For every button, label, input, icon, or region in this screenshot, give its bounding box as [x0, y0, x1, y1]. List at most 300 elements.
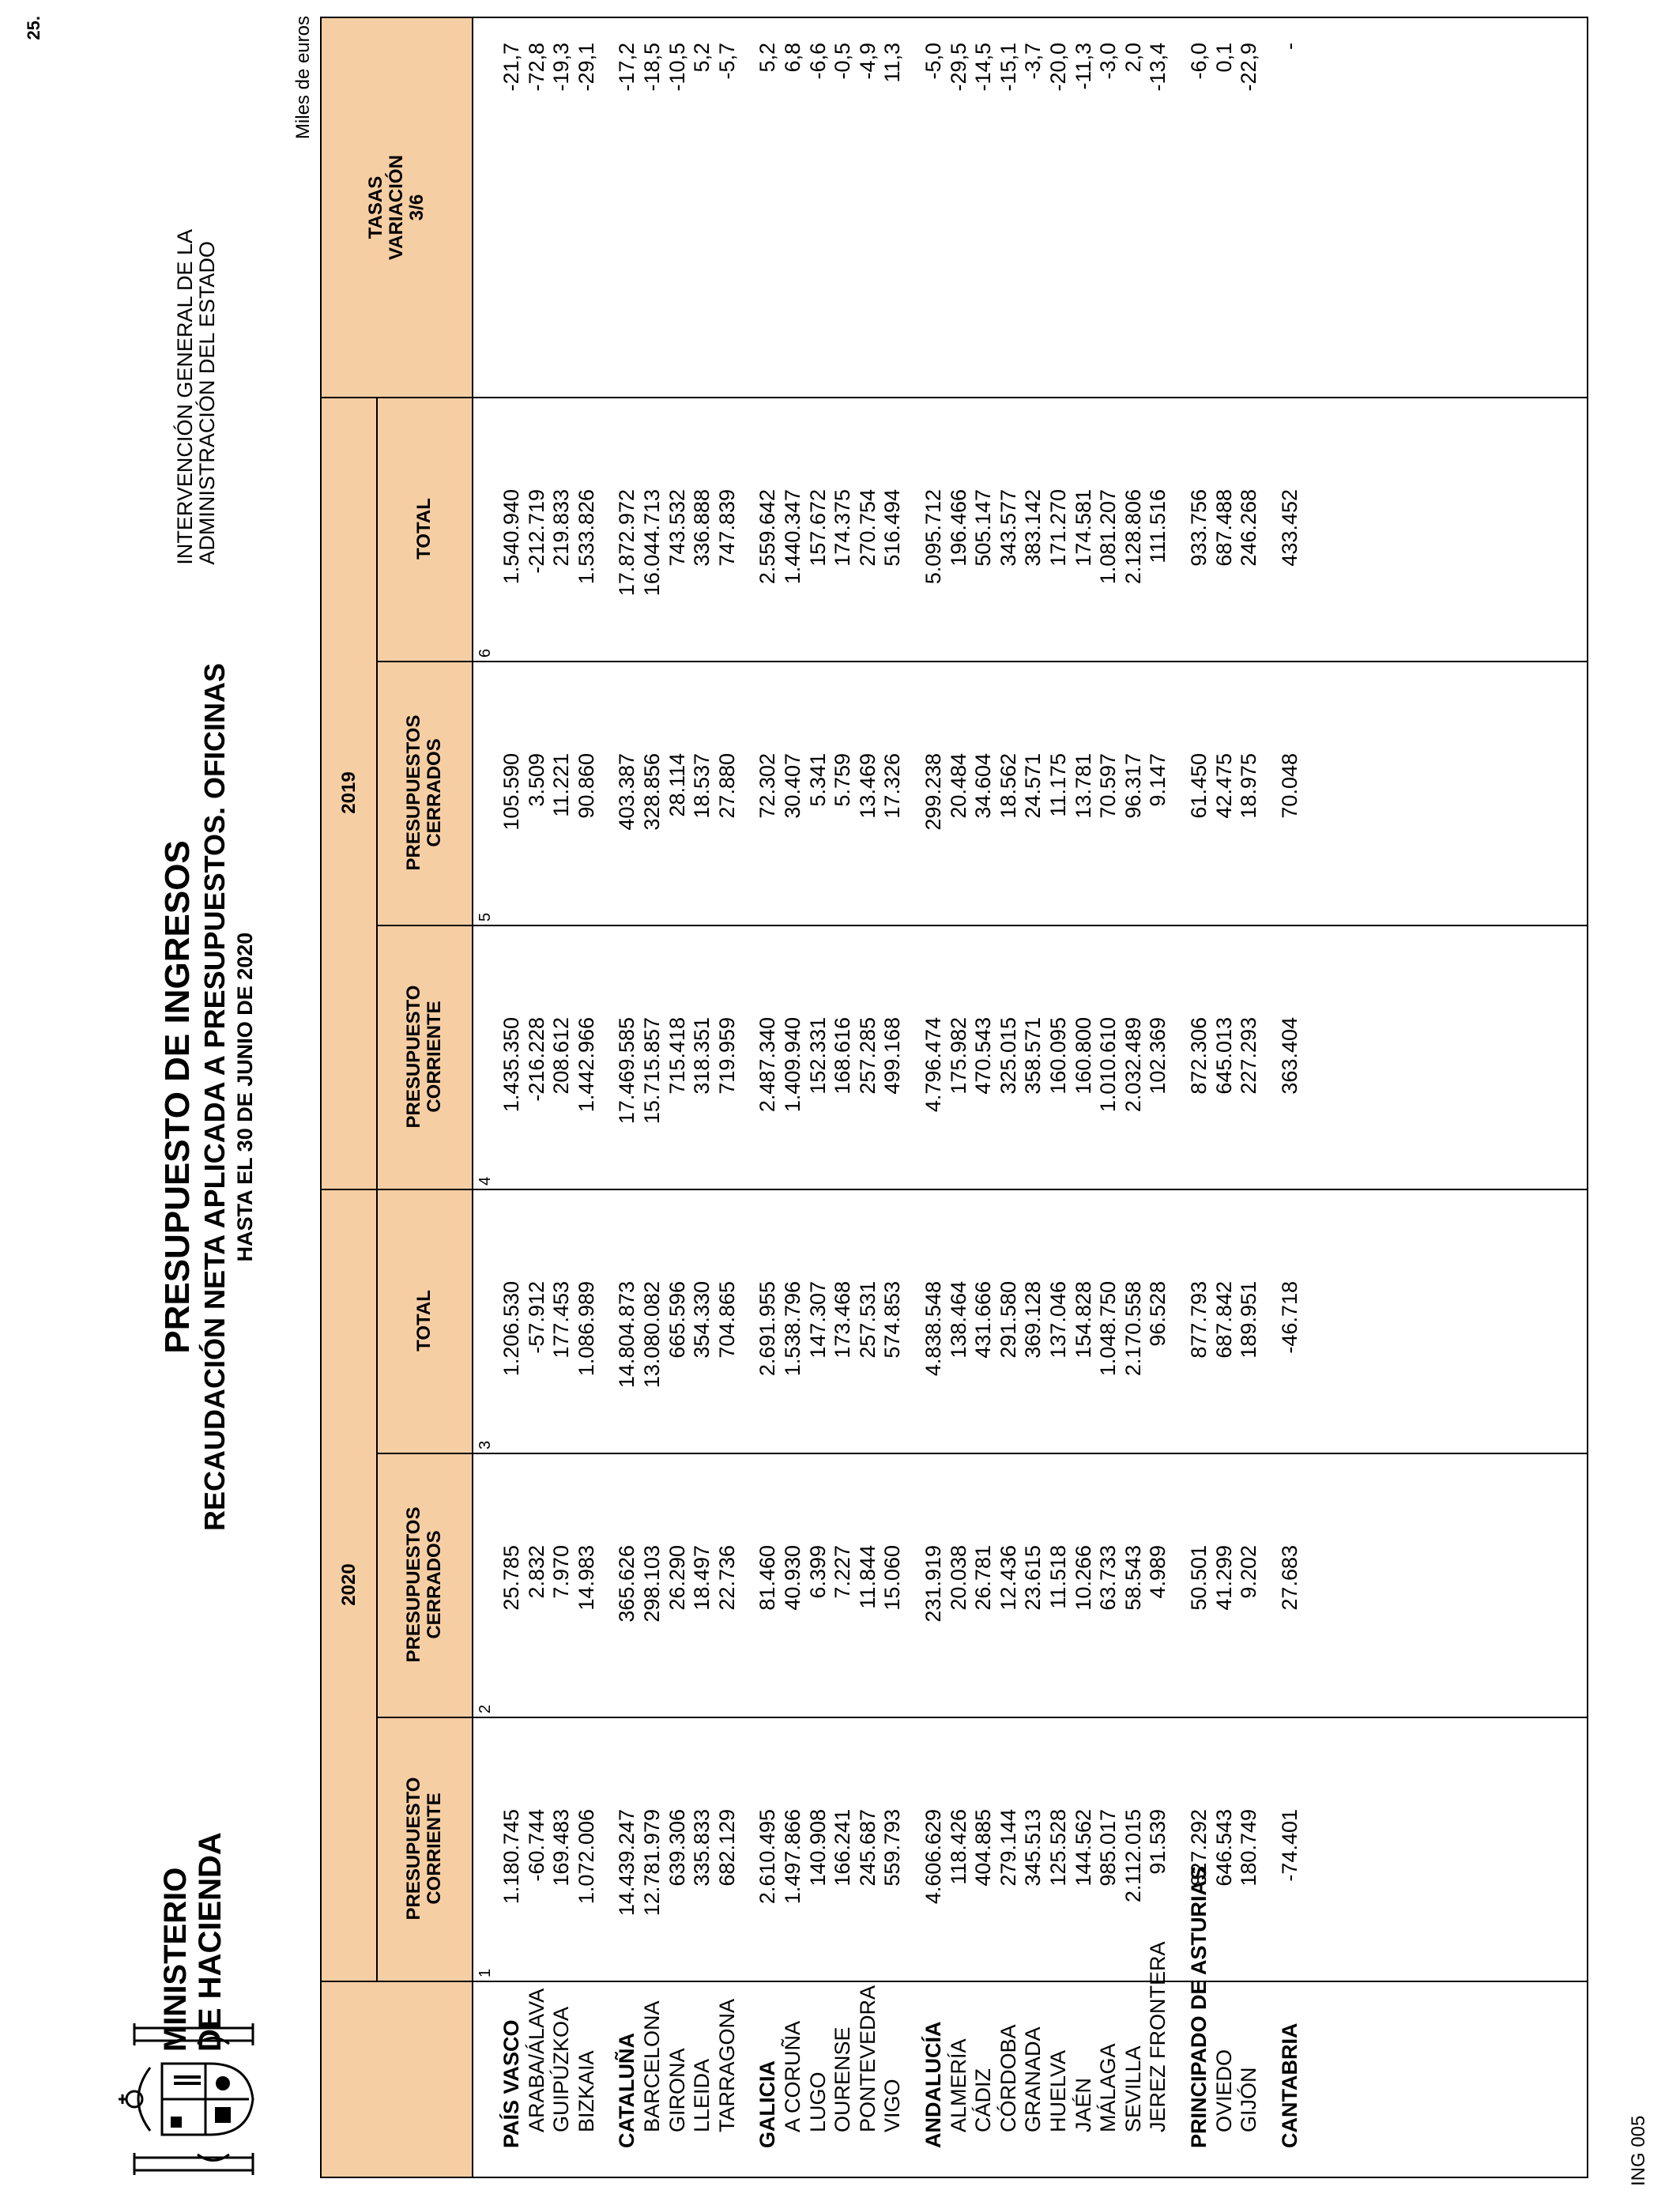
table-row [1121, 18, 1146, 2177]
cell-col-7: 5,2 [690, 43, 714, 73]
cell-col-5: 72.302 [755, 753, 780, 819]
row-label: OURENSE [831, 2026, 855, 2132]
cell-col-7: 2,0 [1121, 43, 1145, 73]
cell-col-4: 257.285 [855, 1017, 880, 1095]
column-number: 3 [477, 1440, 494, 1449]
cell-col-6: 270.754 [855, 489, 880, 567]
cell-col-2: 2.832 [524, 1545, 548, 1599]
cell-col-6: 343.577 [996, 489, 1020, 567]
cell-col-2: 27.683 [1277, 1545, 1301, 1611]
cell-col-5: 27.880 [714, 753, 739, 819]
row-label: GIJÓN [1237, 2067, 1261, 2132]
row-label: BIZKAIA [574, 2050, 598, 2132]
cell-col-3: 2.170.558 [1121, 1281, 1145, 1377]
cell-col-4: 499.168 [880, 1017, 905, 1095]
cell-col-2: 58.543 [1121, 1545, 1145, 1611]
cell-col-1: -74.401 [1277, 1809, 1301, 1882]
cell-col-3: 665.596 [665, 1281, 689, 1359]
table-row [996, 18, 1021, 2177]
cell-col-1: 12.781.979 [640, 1809, 664, 1917]
cell-col-4: 318.351 [690, 1017, 714, 1095]
row-label: JEREZ FRONTERA [1146, 1941, 1170, 2132]
cell-col-2: 63.733 [1096, 1545, 1121, 1611]
col6-header: TOTAL [377, 397, 472, 661]
cell-col-6: 246.268 [1237, 489, 1261, 567]
cell-col-6: 17.872.972 [615, 489, 639, 597]
cell-col-7: -20,0 [1046, 43, 1070, 92]
cell-col-4: 325.015 [996, 1017, 1020, 1095]
row-label: GRANADA [1021, 2026, 1045, 2132]
cell-col-7: -29,5 [946, 43, 970, 92]
cell-col-3: 154.828 [1071, 1281, 1095, 1359]
cell-col-2: 11.518 [1046, 1545, 1070, 1609]
cell-col-3: 177.453 [549, 1281, 574, 1359]
cell-col-7: -10,5 [665, 43, 689, 92]
cell-col-4: 168.616 [831, 1017, 855, 1095]
cell-col-5: 18.975 [1237, 753, 1261, 819]
office-line-1: INTERVENCIÓN GENERAL DE LA [173, 229, 197, 565]
cell-col-3: 1.048.750 [1096, 1281, 1121, 1377]
cell-col-5: 30.407 [781, 753, 804, 819]
cell-col-2: 25.785 [499, 1545, 523, 1611]
cell-col-3: 704.865 [714, 1281, 739, 1359]
page-subtitle: RECAUDACIÓN NETA APLICADA A PRESUPUESTOS. OFICINAS [198, 662, 231, 1532]
cell-col-6: 433.452 [1277, 489, 1301, 567]
cell-col-4: 102.369 [1146, 1017, 1170, 1095]
cell-col-4: 17.469.585 [615, 1017, 639, 1125]
cell-col-6: 16.044.713 [640, 489, 664, 597]
cell-col-3: 137.046 [1046, 1281, 1070, 1359]
cell-col-6: 1.440.347 [781, 489, 804, 585]
cell-col-6: 1.081.207 [1096, 489, 1121, 585]
cell-col-6: 2.559.642 [755, 489, 780, 585]
cell-col-2: 7.970 [549, 1545, 574, 1599]
cell-col-3: 138.464 [946, 1281, 970, 1359]
col4-header-line-1: PRESUPUESTO [403, 985, 424, 1129]
group-row [499, 18, 524, 2177]
cell-col-5: 403.387 [615, 753, 639, 831]
cell-col-6: 111.516 [1146, 489, 1170, 564]
cell-col-4: 719.959 [714, 1017, 739, 1095]
cell-col-3: 147.307 [805, 1281, 830, 1359]
col1-header [377, 1717, 472, 1981]
cell-col-4: 15.715.857 [640, 1017, 664, 1125]
label-header-cell [322, 1981, 472, 2177]
cell-col-3: 1.538.796 [781, 1281, 804, 1377]
cell-col-4: 160.800 [1071, 1017, 1095, 1095]
cell-col-3: 13.080.082 [640, 1281, 664, 1389]
row-label: SEVILLA [1121, 2045, 1145, 2132]
cell-col-6: 1.533.826 [574, 489, 598, 585]
table-row [856, 18, 880, 2177]
cell-col-4: 227.293 [1237, 1017, 1261, 1095]
year-2019-header: 2019 [322, 397, 377, 1189]
group-row [1278, 18, 1302, 2177]
cell-col-1: 118.426 [946, 1809, 970, 1885]
cell-col-1: 166.241 [831, 1809, 855, 1887]
col4-header [377, 925, 472, 1189]
col5-header-line-1: PRESUPUESTOS [403, 714, 424, 871]
table-row [690, 18, 714, 2177]
cell-col-5: 105.590 [499, 753, 523, 831]
cell-col-5: 20.484 [946, 753, 970, 819]
row-label: ALMERÍA [946, 2038, 970, 2132]
cell-col-4: 2.032.489 [1121, 1017, 1145, 1113]
cell-col-5: 13.469 [855, 753, 880, 819]
row-label: ARABA/ÁLAVA [524, 1988, 548, 2132]
row-label: VIGO [880, 2079, 905, 2132]
cell-col-5: 17.326 [880, 753, 905, 819]
cell-col-2: 14.983 [574, 1545, 598, 1611]
cell-col-5: 5.341 [805, 753, 830, 807]
col1-header-line-2: CORRIENTE [424, 1793, 445, 1905]
row-label: A CORUÑA [781, 2020, 804, 2132]
cell-col-7: -22,9 [1237, 43, 1261, 92]
cell-col-7: -15,1 [996, 43, 1020, 92]
table-row [1072, 18, 1096, 2177]
cell-col-5: 13.781 [1071, 753, 1095, 819]
cell-col-4: 358.571 [1021, 1017, 1045, 1095]
cell-col-1: 245.687 [855, 1809, 880, 1887]
cell-col-3: -57.912 [524, 1281, 548, 1354]
cell-col-3: 877.793 [1187, 1281, 1211, 1359]
cell-col-4: 645.013 [1211, 1017, 1236, 1095]
cell-col-1: 646.543 [1211, 1809, 1236, 1887]
cell-col-5: 28.114 [665, 753, 689, 817]
cell-col-7: -72,8 [524, 43, 548, 92]
row-label: PRINCIPADO DE ASTURIAS [1187, 1865, 1211, 2148]
table-row [1046, 18, 1071, 2177]
cell-col-5: 61.450 [1187, 753, 1211, 819]
cell-col-7: 5,2 [755, 43, 780, 73]
row-label: JAÉN [1071, 2077, 1095, 2132]
cell-col-1: 2.112.015 [1121, 1809, 1145, 1903]
table-row [1237, 18, 1261, 2177]
row-label: CÁDIZ [971, 2068, 996, 2132]
form-code: ING 005 [1628, 2115, 1649, 2186]
cell-col-7: -4,9 [855, 43, 880, 80]
cell-col-4: 1.435.350 [499, 1017, 523, 1113]
cell-col-3: 96.528 [1146, 1281, 1170, 1347]
cell-col-4: 470.543 [971, 1017, 996, 1095]
cell-col-1: 91.539 [1146, 1809, 1170, 1875]
cell-col-2: 231.919 [921, 1545, 945, 1623]
cell-col-5: 96.317 [1121, 753, 1145, 819]
col2-header [377, 1453, 472, 1717]
col2-header-line-1: PRESUPUESTOS [403, 1506, 424, 1663]
units-label: Miles de euros [292, 16, 314, 140]
col4-header-line-2: CORRIENTE [424, 1001, 445, 1113]
cell-col-1: -60.744 [524, 1809, 548, 1882]
group-row [615, 18, 639, 2177]
group-row [1187, 18, 1211, 2177]
cell-col-3: 291.580 [996, 1281, 1020, 1359]
table-row [525, 18, 549, 2177]
col5-header [377, 661, 472, 925]
cell-col-4: 715.418 [665, 1017, 689, 1095]
cell-col-1: 345.513 [1021, 1809, 1045, 1887]
row-label: LUGO [805, 2071, 830, 2132]
cell-col-7: -5,0 [921, 43, 945, 80]
column-number: 2 [477, 1704, 494, 1713]
cell-col-1: 4.606.629 [921, 1809, 945, 1905]
cell-col-2: 9.202 [1237, 1545, 1261, 1599]
cell-col-6: 383.142 [1021, 489, 1045, 567]
cell-col-2: 365.626 [615, 1545, 639, 1623]
cell-col-1: 180.749 [1237, 1809, 1261, 1887]
cell-col-3: 431.666 [971, 1281, 996, 1359]
cell-col-5: 90.860 [574, 753, 598, 819]
cell-col-5: 70.597 [1096, 753, 1121, 819]
cell-col-3: 257.531 [855, 1281, 880, 1359]
cell-col-7: -17,2 [615, 43, 639, 92]
column-number: 4 [477, 1176, 494, 1186]
cell-col-2: 15.060 [880, 1545, 905, 1611]
cell-col-4: 2.487.340 [755, 1017, 780, 1113]
cell-col-3: 4.838.548 [921, 1281, 945, 1377]
cell-col-7: 0,1 [1211, 43, 1236, 73]
cell-col-7: -6,0 [1187, 43, 1211, 80]
col5-header-line-2: CERRADOS [424, 738, 445, 847]
cell-col-2: 298.103 [640, 1545, 664, 1623]
cell-col-2: 26.290 [665, 1545, 689, 1611]
table-row [715, 18, 740, 2177]
cell-col-1: 639.306 [665, 1809, 689, 1887]
cell-col-5: 11.221 [549, 753, 574, 817]
row-label: CATALUÑA [615, 2033, 639, 2148]
row-label: PAÍS VASCO [499, 2019, 523, 2148]
cell-col-2: 12.436 [996, 1545, 1020, 1611]
cell-col-1: 2.610.495 [755, 1809, 780, 1905]
cell-col-3: 2.691.955 [755, 1281, 780, 1377]
cell-col-1: 169.483 [549, 1809, 574, 1887]
cell-col-4: 1.409.940 [781, 1017, 804, 1113]
cell-col-7: -29,1 [574, 43, 598, 92]
cell-col-3: 369.128 [1021, 1281, 1045, 1359]
date-line: HASTA EL 30 DE JUNIO DE 2020 [233, 932, 257, 1262]
cell-col-3: -46.718 [1277, 1281, 1301, 1354]
table-header [322, 18, 473, 2177]
cell-col-5: 18.562 [996, 753, 1020, 819]
table-row [971, 18, 996, 2177]
cell-col-4: 175.982 [946, 1017, 970, 1095]
row-label: OVIEDO [1211, 2049, 1236, 2132]
cell-col-5: 11.175 [1046, 753, 1070, 817]
cell-col-1: 140.908 [805, 1809, 830, 1887]
cell-col-6: 174.375 [831, 489, 855, 567]
cell-col-1: 682.129 [714, 1809, 739, 1887]
row-label: MÁLAGA [1096, 2043, 1121, 2132]
cell-col-7: 11,3 [880, 43, 905, 83]
cell-col-5: 24.571 [1021, 753, 1045, 819]
cell-col-6: 687.488 [1211, 489, 1236, 567]
cell-col-7: -18,5 [640, 43, 664, 92]
table-row [1146, 18, 1170, 2177]
cell-col-6: 174.581 [1071, 489, 1095, 567]
tasas-header-line-2: VARIACIÓN [386, 155, 407, 260]
cell-col-6: 196.466 [946, 489, 970, 567]
table-row [1096, 18, 1121, 2177]
cell-col-2: 26.781 [971, 1545, 996, 1611]
row-label: BARCELONA [640, 2000, 664, 2132]
data-table [320, 17, 1588, 2178]
table-row [1212, 18, 1237, 2177]
cell-col-6: 743.532 [665, 489, 689, 567]
cell-col-2: 23.615 [1021, 1545, 1045, 1611]
row-divider [376, 397, 378, 1981]
table-row [640, 18, 665, 2177]
cell-col-7: -21,7 [499, 43, 523, 92]
cell-col-6: 1.540.940 [499, 489, 523, 585]
cell-col-4: 872.306 [1187, 1017, 1211, 1095]
row-label: ANDALUCÍA [921, 2021, 945, 2148]
cell-col-5: 34.604 [971, 753, 996, 819]
cell-col-2: 50.501 [1187, 1545, 1211, 1611]
cell-col-1: 827.292 [1187, 1809, 1211, 1887]
cell-col-1: 404.885 [971, 1809, 996, 1887]
cell-col-6: 171.270 [1046, 489, 1070, 567]
cell-col-2: 81.460 [755, 1545, 780, 1611]
office-name [174, 229, 218, 565]
cell-col-4: 208.612 [549, 1017, 574, 1095]
cell-col-7: -11,3 [1071, 43, 1095, 90]
cell-col-6: 336.888 [690, 489, 714, 567]
cell-col-4: 152.331 [805, 1017, 830, 1095]
cell-col-7: -0,5 [831, 43, 855, 80]
cell-col-2: 7.227 [831, 1545, 855, 1599]
cell-col-2: 18.497 [690, 1545, 714, 1611]
cell-col-5: 5.759 [831, 753, 855, 807]
page-number: 25. [24, 16, 43, 40]
cell-col-7: 6,8 [781, 43, 804, 73]
row-label: CANTABRIA [1277, 2022, 1301, 2148]
ministry-line-1: MINISTERIO [158, 1867, 193, 2052]
cell-col-3: 173.468 [831, 1281, 855, 1359]
cell-col-2: 41.299 [1211, 1545, 1236, 1611]
cell-col-3: 1.086.989 [574, 1281, 598, 1377]
cell-col-6: 2.128.806 [1121, 489, 1145, 585]
cell-col-2: 20.038 [946, 1545, 970, 1611]
cell-col-5: 42.475 [1211, 753, 1236, 819]
cell-col-6: 505.147 [971, 489, 996, 567]
cell-col-1: 985.017 [1096, 1809, 1121, 1887]
table-row [665, 18, 690, 2177]
cell-col-4: 1.010.610 [1096, 1017, 1121, 1113]
cell-col-6: 516.494 [880, 489, 905, 567]
cell-col-1: 279.144 [996, 1809, 1020, 1887]
table-row [880, 18, 905, 2177]
cell-col-3: 574.853 [880, 1281, 905, 1359]
office-line-2: ADMINISTRACIÓN DEL ESTADO [195, 241, 219, 565]
column-number: 1 [477, 1968, 494, 1977]
cell-col-3: 354.330 [690, 1281, 714, 1359]
cell-col-3: 687.842 [1211, 1281, 1236, 1359]
group-row [755, 18, 780, 2177]
cell-col-5: 299.238 [921, 753, 945, 831]
cell-col-4: 4.796.474 [921, 1017, 945, 1113]
cell-col-5: 70.048 [1277, 753, 1301, 819]
table-row [549, 18, 574, 2177]
cell-col-1: 1.497.866 [781, 1809, 804, 1905]
cell-col-1: 125.528 [1046, 1809, 1070, 1887]
row-divider [472, 18, 473, 2177]
cell-col-4: 1.442.966 [574, 1017, 598, 1113]
cell-col-5: 9.147 [1146, 753, 1170, 807]
cell-col-1: 1.072.006 [574, 1809, 598, 1905]
tasas-header-line-1: TASAS [365, 175, 386, 239]
cell-col-2: 10.266 [1071, 1545, 1095, 1611]
col2-header-line-2: CERRADOS [424, 1530, 445, 1639]
cell-col-6: 219.833 [549, 489, 574, 567]
cell-col-7: -14,5 [971, 43, 996, 92]
cell-col-3: 189.951 [1237, 1281, 1261, 1359]
cell-col-5: 18.537 [690, 753, 714, 819]
table-row [781, 18, 805, 2177]
cell-col-1: 144.562 [1071, 1809, 1095, 1887]
row-label: LLEIDA [690, 2058, 714, 2132]
cell-col-4: 160.095 [1046, 1017, 1070, 1095]
col3-header: TOTAL [377, 1189, 472, 1453]
row-label: PONTEVEDRA [855, 1985, 880, 2132]
cell-col-7: -6,6 [805, 43, 830, 80]
cell-col-1: 14.439.247 [615, 1809, 639, 1917]
cell-col-3: 1.206.530 [499, 1281, 523, 1377]
row-label: TARRAGONA [714, 1998, 739, 2132]
cell-col-2: 4.989 [1146, 1545, 1170, 1599]
column-number: 5 [477, 912, 494, 922]
row-label: GALICIA [755, 2060, 780, 2148]
tasas-header [322, 18, 472, 397]
cell-col-7: -5,7 [714, 43, 739, 80]
cell-col-1: 559.793 [880, 1809, 905, 1887]
year-2020-header: 2020 [322, 1189, 377, 1981]
cell-col-7: - [1277, 43, 1301, 50]
cell-col-1: 335.833 [690, 1809, 714, 1887]
cell-col-6: 747.839 [714, 489, 739, 567]
cell-col-3: 14.804.873 [615, 1281, 639, 1389]
cell-col-4: -216.228 [524, 1017, 548, 1102]
cell-col-2: 22.736 [714, 1545, 739, 1611]
group-row [921, 18, 946, 2177]
cell-col-7: -3,7 [1021, 43, 1045, 80]
ministry-line-2: DE HACIENDA [193, 1832, 228, 2052]
cell-col-4: 363.404 [1277, 1017, 1301, 1095]
cell-col-2: 11.844 [855, 1545, 880, 1609]
row-label: CÓRDOBA [996, 2024, 1020, 2132]
cell-col-7: -3,0 [1096, 43, 1121, 80]
table-row [574, 18, 599, 2177]
row-label: GUIPÚZKOA [549, 2006, 574, 2132]
row-label: GIRONA [665, 2048, 689, 2132]
table-row [1021, 18, 1045, 2177]
cell-col-7: -19,3 [549, 43, 574, 92]
tasas-header-line-3: 3/6 [406, 194, 428, 221]
cell-col-6: 933.756 [1187, 489, 1211, 567]
column-number: 6 [477, 648, 494, 658]
row-label: HUELVA [1046, 2049, 1070, 2132]
col1-header-line-1: PRESUPUESTO [403, 1777, 424, 1921]
cell-col-2: 6.399 [805, 1545, 830, 1599]
table-row [947, 18, 971, 2177]
cell-col-5: 3.509 [524, 753, 548, 807]
table-row [806, 18, 831, 2177]
cell-col-5: 328.856 [640, 753, 664, 831]
cell-col-2: 40.930 [781, 1545, 804, 1611]
cell-col-6: 157.672 [805, 489, 830, 567]
cell-col-6: 5.095.712 [921, 489, 945, 585]
cell-col-1: 1.180.745 [499, 1809, 523, 1905]
cell-col-7: -13,4 [1146, 43, 1170, 92]
